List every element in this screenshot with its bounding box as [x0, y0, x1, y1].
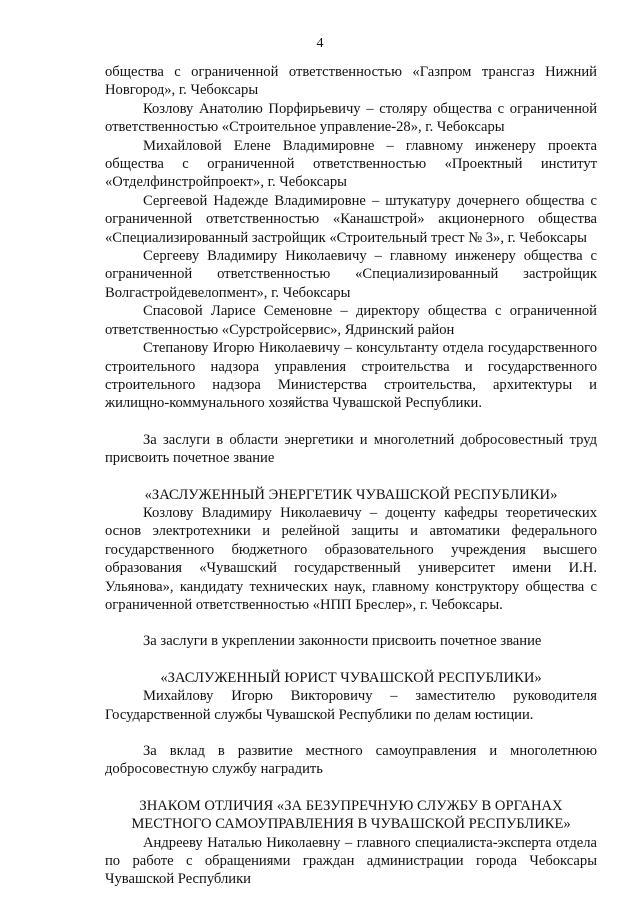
document-body: [105, 63, 597, 889]
paragraph-spacer: [105, 779, 597, 797]
award-title-heading: ЗНАКОМ ОТЛИЧИЯ «ЗА БЕЗУПРЕЧНУЮ СЛУЖБУ В ОРГАНАХ: [139, 797, 563, 814]
page-number: 4: [316, 36, 324, 51]
body-paragraph: Михайловой Елене Владимировне – главному инженеру проекта общества с ограниченной ответственностью «Проектный институт «Отделфинстройпроект», г. Чебоксары: [105, 137, 597, 191]
paragraph-spacer: [105, 614, 597, 632]
body-paragraph: Андрееву Наталью Николаевну – главного специалиста-эксперта отдела по работе с обращениями граждан администрации города Чебоксары Чувашской Республики: [105, 834, 597, 888]
body-paragraph: Степанову Игорю Николаевичу – консультанту отдела государственного строительного надзора управления строительства и государственного строительного надзора Министерства строительства, архитектуры и жилищно-коммунального хозяйства Чувашской Республики.: [105, 340, 597, 412]
body-paragraph: Спасовой Ларисе Семеновне – директору общества с ограниченной ответственностью «Сурстройсервис», Ядринский район: [105, 303, 597, 338]
award-title-heading: МЕСТНОГО САМОУПРАВЛЕНИЯ В ЧУВАШСКОЙ РЕСПУБЛИКЕ»: [131, 816, 571, 833]
body-paragraph: Сергеевой Надежде Владимировне – штукатуру дочернего общества с ограниченной ответственностью «Канашстрой» акционерного общества «Специализированный застройщик «Строительный трест № 3», г. Чебоксары: [105, 192, 597, 246]
body-paragraph: Михайлову Игорю Викторовичу – заместителю руководителя Государственной службы Чувашской Республики по делам юстиции.: [105, 688, 597, 723]
paragraph-spacer: [105, 724, 597, 742]
body-paragraph: Козлову Анатолию Порфирьевичу – столяру общества с ограниченной ответственностью «Строительное управление-28», г. Чебоксары: [105, 100, 597, 136]
award-title-heading: «ЗАСЛУЖЕННЫЙ ЭНЕРГЕТИК ЧУВАШСКОЙ РЕСПУБЛИКИ»: [144, 486, 558, 503]
body-paragraph: общества с ограниченной ответственностью «Газпром трансгаз Нижний Новгород», г. Чебоксары: [105, 64, 597, 99]
award-title-heading: «ЗАСЛУЖЕННЫЙ ЮРИСТ ЧУВАШСКОЙ РЕСПУБЛИКИ»: [160, 669, 542, 686]
paragraph-spacer: [105, 468, 597, 486]
body-paragraph: Козлову Владимиру Николаевичу – доценту кафедры теоретических основ электротехники и релейной защиты и автоматики федерального государственного бюджетного образовательного учреждения высшего образования «Чувашский государственный университет имени И.Н. Ульянова», кандидату технических наук, главному конструктору общества с ограниченной ответственностью «НПП Бреслер», г. Чебоксары.: [105, 504, 597, 613]
body-paragraph: За заслуги в укреплении законности присвоить почетное звание: [143, 633, 542, 650]
paragraph-spacer: [105, 413, 597, 431]
paragraph-spacer: [105, 651, 597, 669]
body-paragraph: За вклад в развитие местного самоуправления и многолетнюю добросовестную службу наградить: [105, 743, 597, 778]
body-paragraph: Сергееву Владимиру Николаевичу – главному инженеру общества с ограниченной ответственностью «Специализированный застройщик Волгастройдевелопмент», г. Чебоксары: [105, 248, 597, 301]
body-paragraph: За заслуги в области энергетики и многолетний добросовестный труд присвоить почетное звание: [105, 431, 597, 467]
